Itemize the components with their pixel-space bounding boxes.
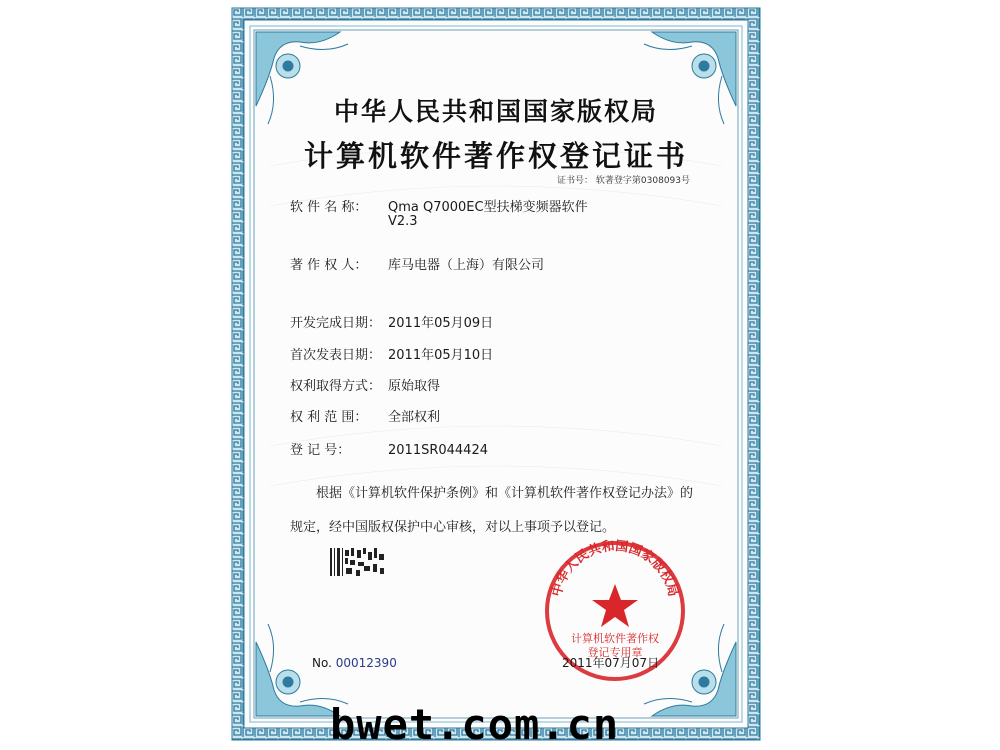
serial-number <box>312 656 397 670</box>
field-label: 权 利 范 围： <box>290 410 368 425</box>
barcode-icon <box>330 548 386 576</box>
seal-inner-line-2: 登记专用章 <box>587 646 643 659</box>
certificate <box>230 6 762 742</box>
body-line-1: 根据《计算机软件保护条例》和《计算机软件著作权登记办法》的 <box>316 486 694 501</box>
body-line-2: 规定，经中国版权保护中心审核，对以上事项予以登记。 <box>290 520 616 535</box>
watermark: bwet.com.cn <box>330 700 620 749</box>
field-acquisition-method <box>290 375 440 394</box>
star-icon <box>592 584 638 627</box>
serial-label: No. <box>312 656 332 670</box>
field-publish-date <box>290 344 493 363</box>
seal-ring-text: 中华人民共和国国家版权局 <box>549 538 681 599</box>
seal-inner-line-1: 计算机软件著作权 <box>571 632 659 645</box>
field-completion-date <box>290 312 493 331</box>
serial-value: 00012390 <box>335 656 397 670</box>
certificate-number: 证书号： 软著登字第0308093号 <box>557 176 690 186</box>
field-value: 库马电器（上海）有限公司 <box>388 258 545 273</box>
field-rights-scope <box>290 406 440 425</box>
field-value: 2011年05月09日 <box>388 316 494 331</box>
field-label: 权利取得方式： <box>290 379 382 394</box>
certificate-title: 计算机软件著作权登记证书 <box>303 139 688 173</box>
field-label: 著 作 权 人： <box>290 258 368 273</box>
field-registration-number <box>290 439 488 458</box>
field-value: Qma Q7000EC型扶梯变频器软件 <box>388 200 588 215</box>
field-software-name <box>290 196 588 215</box>
field-copyright-owner <box>290 254 544 273</box>
field-label: 开发完成日期： <box>290 316 382 331</box>
field-label: 软 件 名 称： <box>290 200 368 215</box>
field-label: 登 记 号： <box>290 443 351 458</box>
field-value: 全部权利 <box>388 410 441 425</box>
field-value: 2011年05月10日 <box>388 348 494 363</box>
field-value: 原始取得 <box>388 379 441 394</box>
issuer-title: 中华人民共和国国家版权局 <box>333 97 658 126</box>
issue-date: 2011年07月07日 <box>562 656 660 670</box>
field-value: 2011SR044424 <box>388 443 488 458</box>
software-version: V2.3 <box>388 214 418 229</box>
field-label: 首次发表日期： <box>290 348 382 363</box>
